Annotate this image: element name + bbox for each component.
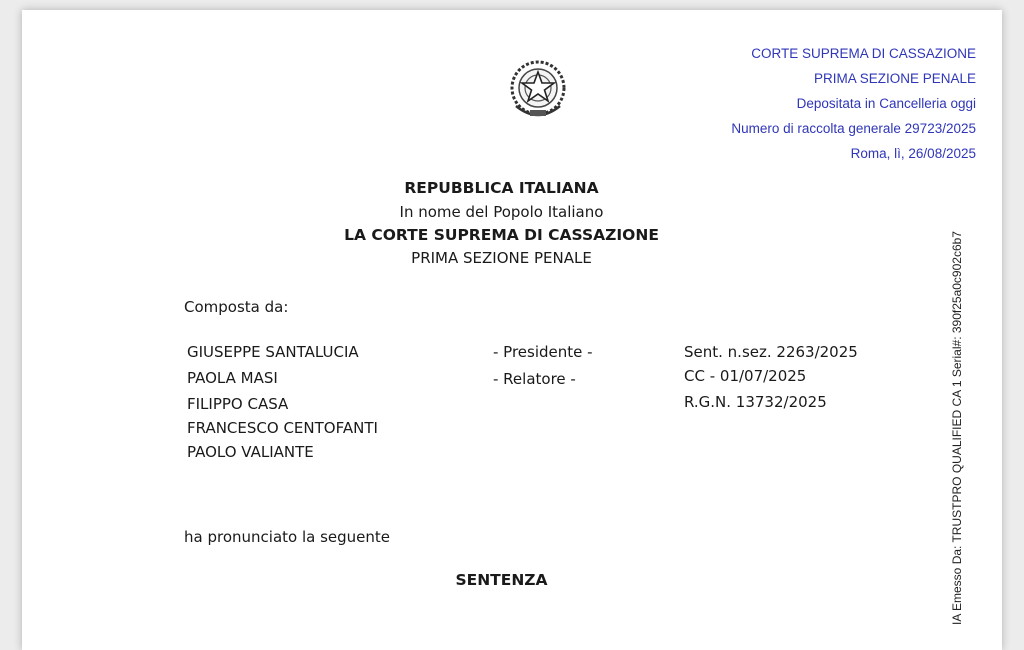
composition-label: Composta da:: [184, 298, 289, 316]
stamp-court: CORTE SUPREMA DI CASSAZIONE: [751, 46, 976, 61]
judge-name: PAOLO VALIANTE: [187, 443, 314, 461]
judge-name: PAOLA MASI: [187, 369, 278, 387]
stamp-deposited: Depositata in Cancelleria oggi: [796, 96, 976, 111]
court-title: LA CORTE SUPREMA DI CASSAZIONE: [344, 226, 659, 244]
judge-name: FRANCESCO CENTOFANTI: [187, 419, 378, 437]
sentenza-title: SENTENZA: [455, 571, 548, 589]
role-rapporteur: - Relatore -: [493, 370, 576, 388]
judge-name: FILIPPO CASA: [187, 395, 289, 413]
stamp-section: PRIMA SEZIONE PENALE: [813, 71, 976, 86]
stamp-register-number: Numero di raccolta generale 29723/2025: [731, 121, 976, 136]
hearing-date: CC - 01/07/2025: [684, 367, 807, 385]
section-title: PRIMA SEZIONE PENALE: [411, 249, 592, 267]
rgn-number: R.G.N. 13732/2025: [684, 393, 827, 411]
pronounced-line: ha pronunciato la seguente: [184, 528, 391, 546]
digital-signature-strip: IA Emesso Da: TRUSTPRO QUALIFIED CA 1 Serial#: 390f25a0c902c6b7: [950, 231, 964, 625]
stamp-date: Roma, lì, 26/08/2025: [850, 146, 976, 161]
in-name-line: In nome del Popolo Italiano: [399, 203, 604, 221]
judge-name: GIUSEPPE SANTALUCIA: [187, 343, 359, 361]
role-president: - Presidente -: [493, 343, 593, 361]
italian-republic-emblem-icon: [508, 58, 568, 124]
sentence-number: Sent. n.sez. 2263/2025: [684, 343, 858, 361]
republic-title: REPUBBLICA ITALIANA: [404, 179, 599, 197]
